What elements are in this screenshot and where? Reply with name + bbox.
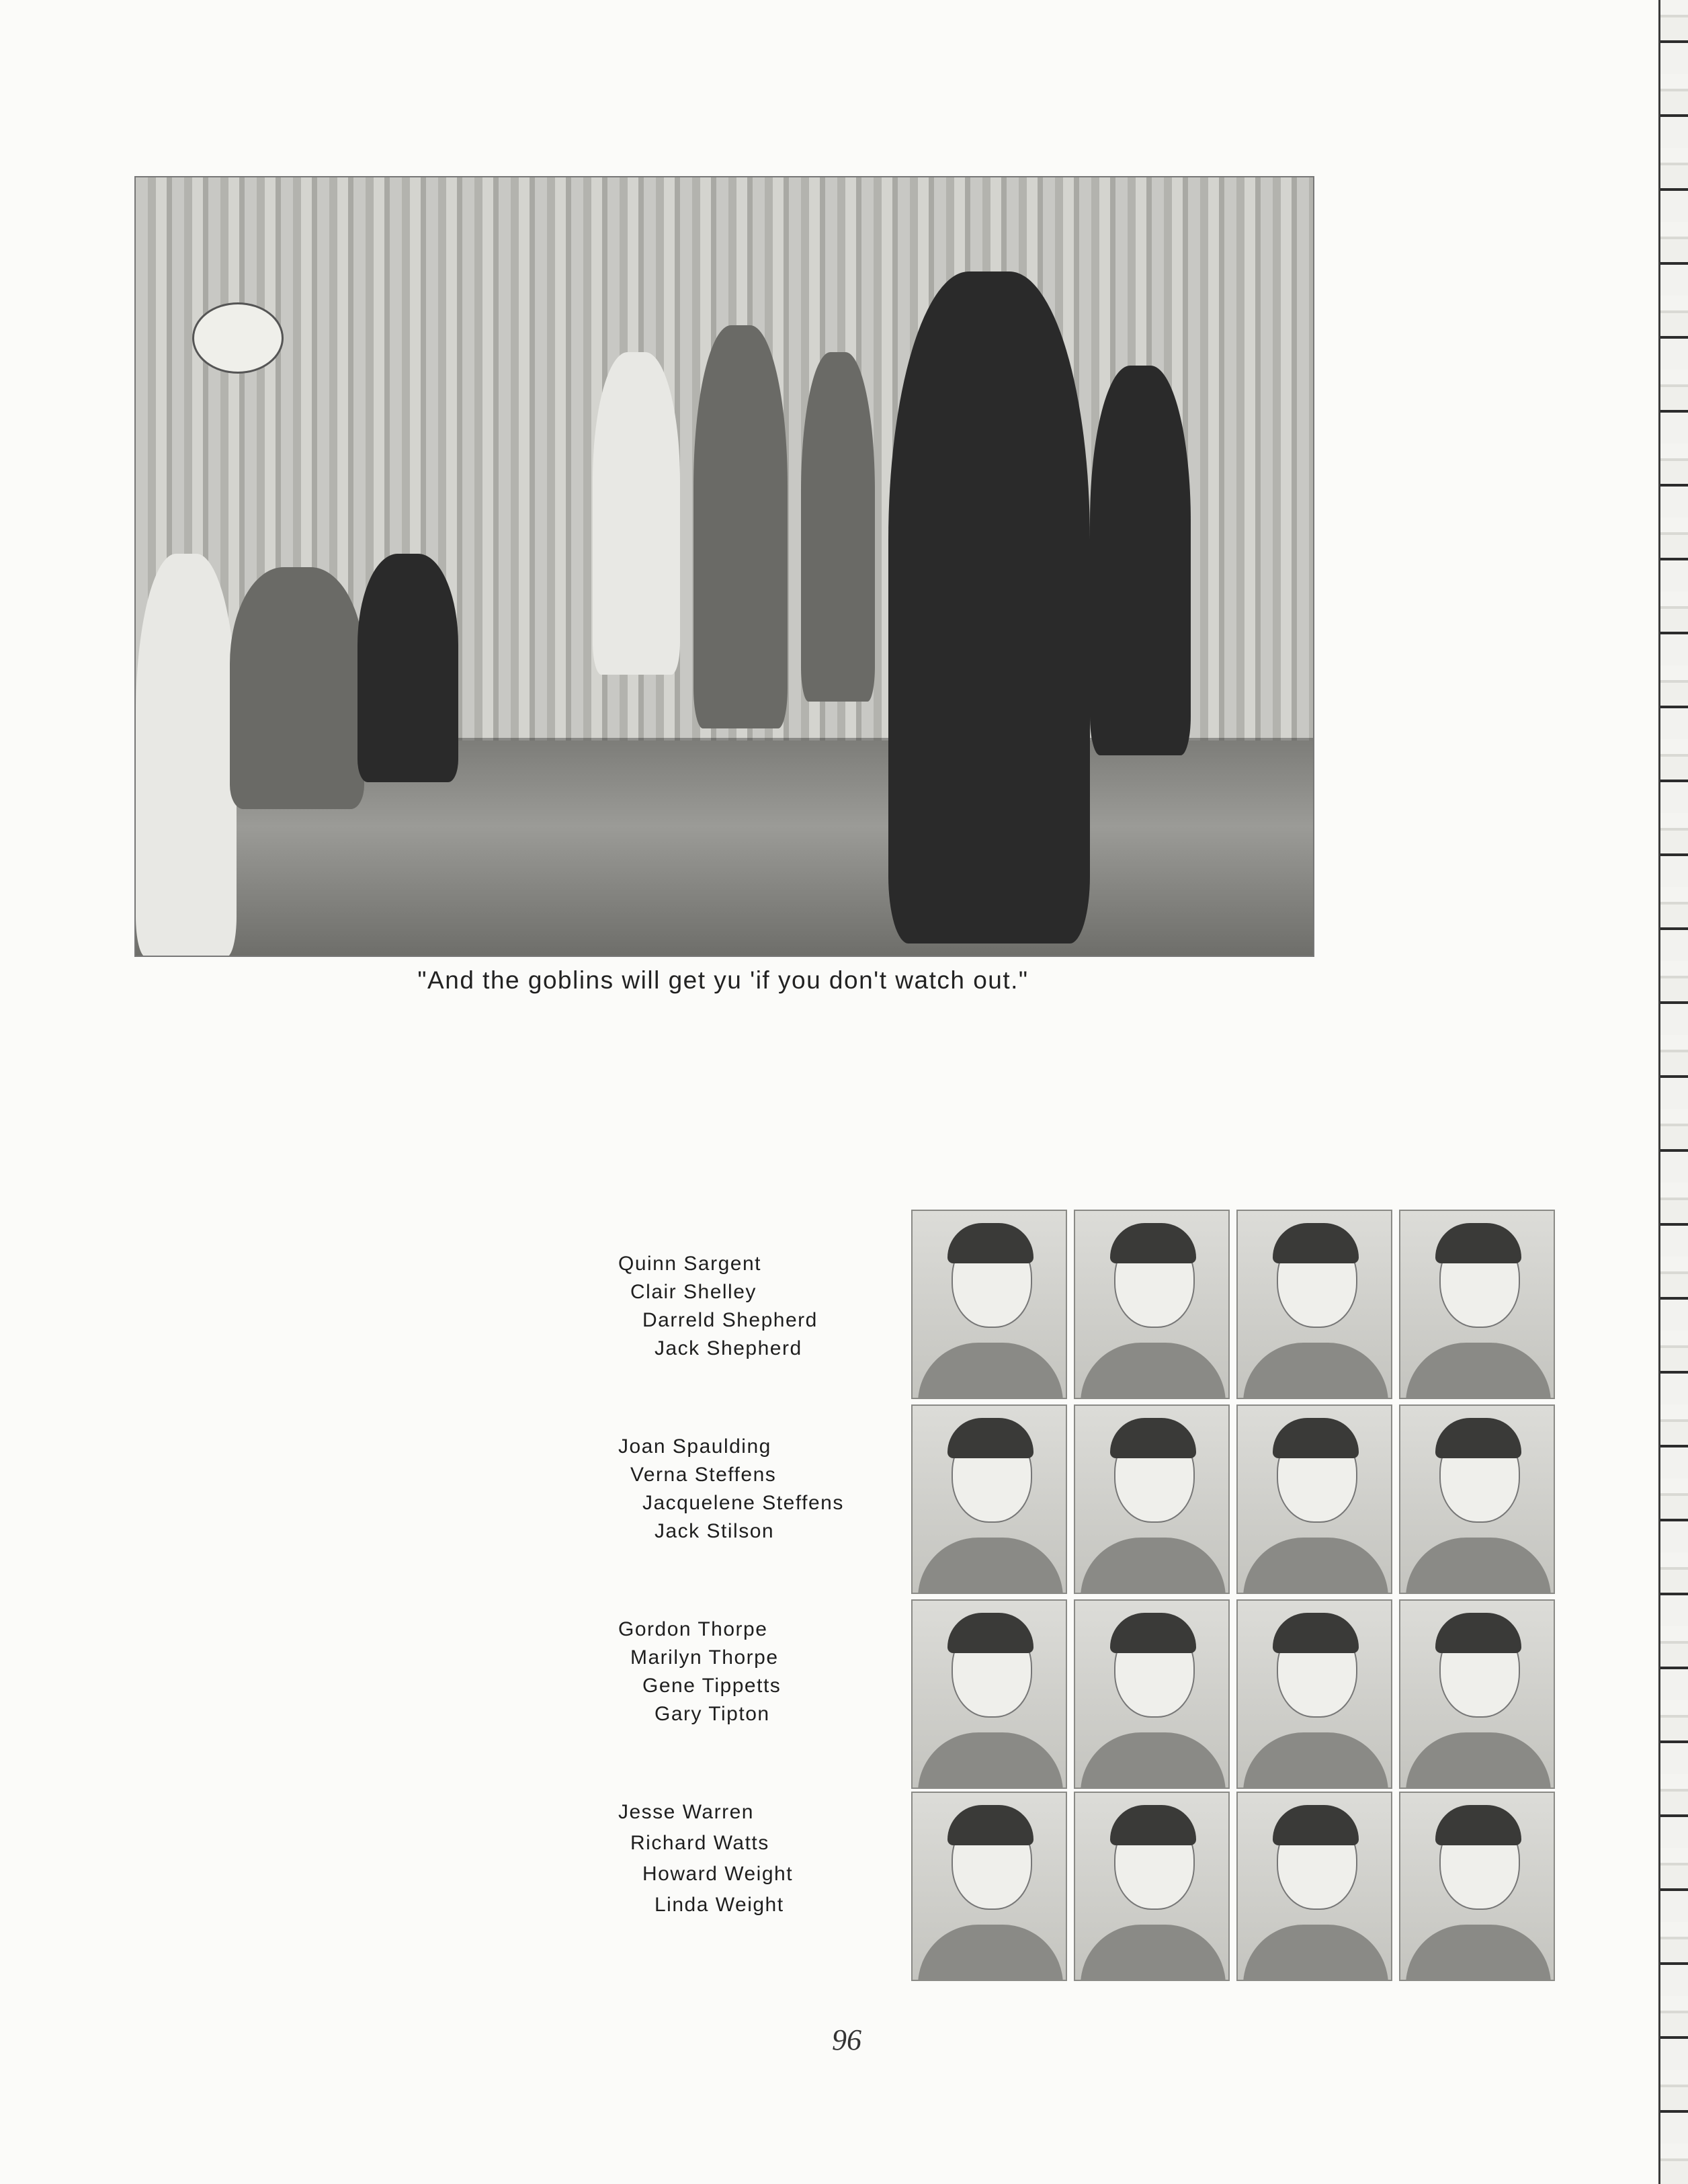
student-name: Marilyn Thorpe	[630, 1646, 779, 1669]
seated-costume-figure	[230, 567, 364, 809]
student-name: Howard Weight	[642, 1863, 794, 1885]
student-portrait	[1399, 1404, 1555, 1594]
portrait-row	[911, 1210, 1556, 1399]
portrait-row	[911, 1792, 1556, 1981]
portrait-row	[911, 1599, 1556, 1789]
jack-o-lantern-icon	[192, 302, 284, 374]
student-name: Clair Shelley	[630, 1281, 757, 1303]
student-portrait	[1074, 1792, 1230, 1981]
binding-edge	[1658, 0, 1688, 2184]
standing-costume-figure	[693, 325, 788, 728]
student-portrait	[1236, 1404, 1392, 1594]
costumed-performer-figure	[888, 271, 1090, 943]
student-name: Jacquelene Steffens	[642, 1492, 844, 1514]
student-portrait	[1074, 1210, 1230, 1399]
photo-caption: "And the goblins will get yu 'if you don't watch out."	[417, 966, 1029, 994]
standing-costume-figure	[801, 352, 875, 702]
student-name: Gordon Thorpe	[618, 1618, 768, 1640]
seated-costume-figure	[357, 554, 458, 782]
student-portrait	[911, 1404, 1067, 1594]
student-name: Richard Watts	[630, 1832, 769, 1854]
student-portrait	[1236, 1210, 1392, 1399]
student-portrait	[1399, 1599, 1555, 1789]
student-portrait	[1399, 1210, 1555, 1399]
student-name: Linda Weight	[655, 1894, 784, 1916]
student-name: Quinn Sargent	[618, 1253, 761, 1275]
student-name: Verna Steffens	[630, 1464, 777, 1486]
student-name: Darreld Shepherd	[642, 1309, 818, 1331]
standing-costume-figure	[593, 352, 680, 675]
student-portrait	[911, 1599, 1067, 1789]
student-portrait	[911, 1792, 1067, 1981]
student-name: Jack Shepherd	[655, 1337, 802, 1359]
student-name: Gene Tippetts	[642, 1675, 782, 1697]
student-portrait	[911, 1210, 1067, 1399]
portrait-grid	[911, 1210, 1556, 1981]
student-name: Joan Spaulding	[618, 1435, 771, 1458]
standing-costume-figure	[1090, 366, 1191, 755]
page-number: 96	[832, 2023, 861, 2056]
student-portrait	[1236, 1792, 1392, 1981]
student-name: Jesse Warren	[618, 1801, 754, 1823]
student-portrait	[1399, 1792, 1555, 1981]
student-name: Gary Tipton	[655, 1703, 770, 1725]
halloween-stage-photo	[134, 176, 1314, 957]
portrait-row	[911, 1404, 1556, 1594]
student-name: Jack Stilson	[655, 1520, 775, 1542]
student-portrait	[1074, 1404, 1230, 1594]
ghost-costume-figure	[136, 554, 237, 957]
student-portrait	[1236, 1599, 1392, 1789]
student-portrait	[1074, 1599, 1230, 1789]
student-names	[618, 1250, 900, 1989]
